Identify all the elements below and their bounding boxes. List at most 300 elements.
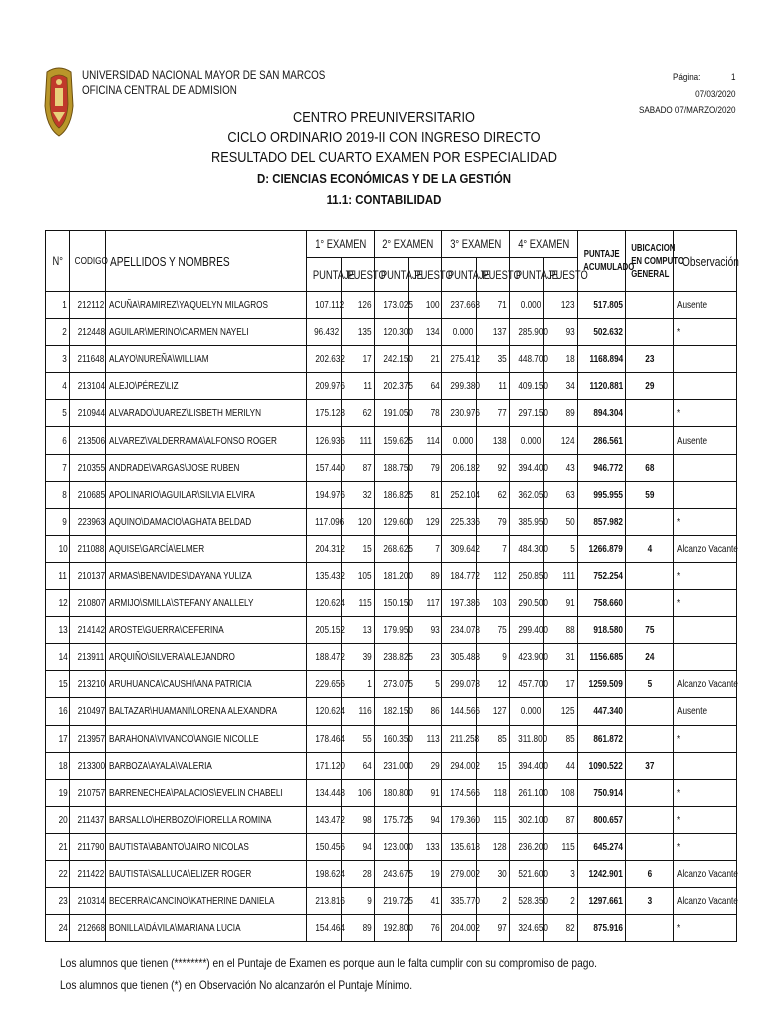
exam-3-score: 211.258: [442, 725, 476, 752]
student-name: ALEJO\PÉREZ\LIZ: [105, 373, 307, 400]
exam-1-rank: 1: [341, 671, 374, 698]
exam-4-score: 324.650: [509, 915, 543, 942]
general-rank: [625, 698, 673, 725]
exam-1-rank: 62: [341, 400, 374, 427]
student-name: BAUTISTA\ABANTO\JAIRO NICOLAS: [105, 833, 307, 860]
exam-2-rank: 133: [409, 833, 442, 860]
header-observacion: Observación: [674, 231, 737, 292]
exam-1-score: 134.448: [307, 779, 341, 806]
exam-2-score: 150.150: [374, 590, 408, 617]
accumulated-score: 447.340: [577, 698, 625, 725]
exam-1-rank: 87: [341, 454, 374, 481]
general-rank: 23: [625, 346, 673, 373]
exam-2-rank: 91: [409, 779, 442, 806]
exam-1-rank: 64: [341, 752, 374, 779]
exam-3-rank: 115: [476, 806, 509, 833]
accumulated-score: 1156.685: [577, 644, 625, 671]
exam-3-rank: 30: [476, 860, 509, 887]
exam-4-score: 299.400: [509, 617, 543, 644]
general-rank: [625, 562, 673, 589]
row-number: 18: [46, 752, 70, 779]
exam-4-score: 457.700: [509, 671, 543, 698]
exam-2-rank: 113: [409, 725, 442, 752]
exam-1-score: 229.656: [307, 671, 341, 698]
row-number: 3: [46, 346, 70, 373]
student-code: 212668: [70, 915, 105, 942]
area-title: D: CIENCIAS ECONÓMICAS Y DE LA GESTIÓN: [256, 171, 512, 186]
institution-header: [82, 68, 325, 98]
table-row: [46, 860, 737, 887]
accumulated-score: 752.254: [577, 562, 625, 589]
table-row: [46, 535, 737, 562]
exam-3-rank: 11: [476, 373, 509, 400]
exam-3-score: 275.412: [442, 346, 476, 373]
student-code: 213911: [70, 644, 105, 671]
exam-1-rank: 11: [341, 373, 374, 400]
page-indicator: [639, 70, 736, 87]
table-row: [46, 400, 737, 427]
row-number: 15: [46, 671, 70, 698]
table-row: [46, 427, 737, 454]
general-rank: [625, 292, 673, 319]
student-name: ARQUIÑO\SILVERA\ALEJANDRO: [105, 644, 307, 671]
table-row: [46, 319, 737, 346]
exam-2-score: 181.200: [374, 562, 408, 589]
header-nombres: APELLIDOS Y NOMBRES: [105, 231, 307, 292]
exam-2-rank: 76: [409, 915, 442, 942]
observation: [674, 752, 737, 779]
general-rank: [625, 508, 673, 535]
exam-4-rank: 124: [544, 427, 577, 454]
footnotes: [60, 952, 597, 996]
row-number: 12: [46, 590, 70, 617]
exam-4-rank: 82: [544, 915, 577, 942]
header-puntaje-acumulado: PUNTAJE ACUMULADO: [577, 231, 625, 292]
exam-3-score: 206.182: [442, 454, 476, 481]
exam-3-rank: 128: [476, 833, 509, 860]
general-rank: 6: [625, 860, 673, 887]
accumulated-score: 1090.522: [577, 752, 625, 779]
exam-1-rank: 28: [341, 860, 374, 887]
row-number: 11: [46, 562, 70, 589]
exam-4-score: 290.500: [509, 590, 543, 617]
exam-2-score: 123.000: [374, 833, 408, 860]
student-code: 213506: [70, 427, 105, 454]
student-code: 210355: [70, 454, 105, 481]
accumulated-score: 750.914: [577, 779, 625, 806]
general-rank: 24: [625, 644, 673, 671]
student-code: 211437: [70, 806, 105, 833]
exam-2-rank: 41: [409, 888, 442, 915]
exam-4-rank: 91: [544, 590, 577, 617]
observation: [674, 454, 737, 481]
student-code: 211422: [70, 860, 105, 887]
exam-4-score: 448.700: [509, 346, 543, 373]
exam-2-rank: 64: [409, 373, 442, 400]
general-rank: [625, 915, 673, 942]
exam-2-rank: 21: [409, 346, 442, 373]
student-name: ARUHUANCA\CAUSHI\ANA PATRICIA: [105, 671, 307, 698]
table-row: [46, 888, 737, 915]
exam-4-rank: 34: [544, 373, 577, 400]
exam-3-score: 0.000: [442, 427, 476, 454]
observation: *: [674, 779, 737, 806]
exam-4-rank: 87: [544, 806, 577, 833]
exam-1-score: 175.128: [307, 400, 341, 427]
exam-3-score: 305.488: [442, 644, 476, 671]
exam-1-score: 143.472: [307, 806, 341, 833]
exam-4-rank: 89: [544, 400, 577, 427]
exam-4-score: 261.100: [509, 779, 543, 806]
row-number: 2: [46, 319, 70, 346]
observation: *: [674, 833, 737, 860]
exam-4-rank: 50: [544, 508, 577, 535]
exam-2-rank: 7: [409, 535, 442, 562]
exam-3-score: 335.770: [442, 888, 476, 915]
exam-2-score: 238.825: [374, 644, 408, 671]
header-puesto-3: PUESTO: [476, 258, 509, 292]
student-code: 213300: [70, 752, 105, 779]
table-row: [46, 508, 737, 535]
exam-3-score: 230.976: [442, 400, 476, 427]
student-name: ALAYO\NUREÑA\WILLIAM: [105, 346, 307, 373]
exam-4-rank: 125: [544, 698, 577, 725]
student-code: 212112: [70, 292, 105, 319]
exam-2-rank: 94: [409, 806, 442, 833]
accumulated-score: 286.561: [577, 427, 625, 454]
exam-2-rank: 81: [409, 481, 442, 508]
exam-2-score: 173.025: [374, 292, 408, 319]
exam-2-rank: 93: [409, 617, 442, 644]
exam-4-rank: 44: [544, 752, 577, 779]
results-table: [45, 230, 740, 942]
exam-1-score: 171.120: [307, 752, 341, 779]
exam-1-rank: 17: [341, 346, 374, 373]
general-rank: [625, 427, 673, 454]
exam-1-score: 178.464: [307, 725, 341, 752]
specialty-title: 11.1: CONTABILIDAD: [326, 192, 442, 207]
institution-name: UNIVERSIDAD NACIONAL MAYOR DE SAN MARCOS: [82, 68, 326, 82]
exam-3-rank: 138: [476, 427, 509, 454]
general-rank: 29: [625, 373, 673, 400]
student-name: AROSTE\GUERRA\CEFERINA: [105, 617, 307, 644]
exam-3-rank: 79: [476, 508, 509, 535]
exam-1-score: 126.936: [307, 427, 341, 454]
header-puntaje-1: PUNTAJE: [307, 258, 341, 292]
general-rank: [625, 779, 673, 806]
student-name: BARSALLO\HERBOZO\FIORELLA ROMINA: [105, 806, 307, 833]
student-name: APOLINARIO\AGUILAR\SILVIA ELVIRA: [105, 481, 307, 508]
row-number: 21: [46, 833, 70, 860]
observation: *: [674, 590, 737, 617]
table-row: [46, 644, 737, 671]
accumulated-score: 861.872: [577, 725, 625, 752]
title-line-2: CICLO ORDINARIO 2019-II CON INGRESO DIRECTO: [227, 130, 541, 146]
exam-4-rank: 111: [544, 562, 577, 589]
exam-2-score: 243.675: [374, 860, 408, 887]
table-row: [46, 752, 737, 779]
exam-2-rank: 5: [409, 671, 442, 698]
exam-1-score: 198.624: [307, 860, 341, 887]
exam-1-score: 150.456: [307, 833, 341, 860]
exam-3-rank: 85: [476, 725, 509, 752]
exam-1-score: 209.976: [307, 373, 341, 400]
observation: *: [674, 915, 737, 942]
accumulated-score: 894.304: [577, 400, 625, 427]
exam-1-rank: 32: [341, 481, 374, 508]
student-code: 211088: [70, 535, 105, 562]
exam-2-score: 242.150: [374, 346, 408, 373]
exam-2-rank: 78: [409, 400, 442, 427]
header-exam-4: 4° EXAMEN: [509, 231, 577, 258]
accumulated-score: 1266.879: [577, 535, 625, 562]
exam-4-score: 250.850: [509, 562, 543, 589]
exam-1-rank: 55: [341, 725, 374, 752]
exam-4-score: 409.150: [509, 373, 543, 400]
student-name: BARAHONA\VIVANCO\ANGIE NICOLLE: [105, 725, 307, 752]
exam-4-rank: 85: [544, 725, 577, 752]
exam-1-rank: 13: [341, 617, 374, 644]
exam-4-score: 484.300: [509, 535, 543, 562]
student-name: AQUISE\GARCÍA\ELMER: [105, 535, 307, 562]
student-name: ARMAS\BENAVIDES\DAYANA YULIZA: [105, 562, 307, 589]
exam-4-rank: 18: [544, 346, 577, 373]
exam-1-rank: 135: [341, 319, 374, 346]
header-puesto-4: PUESTO: [544, 258, 577, 292]
exam-1-rank: 89: [341, 915, 374, 942]
exam-2-score: 191.050: [374, 400, 408, 427]
exam-3-score: 135.618: [442, 833, 476, 860]
exam-4-rank: 93: [544, 319, 577, 346]
exam-3-rank: 118: [476, 779, 509, 806]
accumulated-score: 502.632: [577, 319, 625, 346]
exam-4-rank: 123: [544, 292, 577, 319]
exam-1-rank: 15: [341, 535, 374, 562]
student-name: BALTAZAR\HUAMANI\LORENA ALEXANDRA: [105, 698, 307, 725]
row-number: 10: [46, 535, 70, 562]
exam-2-score: 186.825: [374, 481, 408, 508]
general-rank: 75: [625, 617, 673, 644]
table-row: [46, 617, 737, 644]
exam-1-rank: 9: [341, 888, 374, 915]
student-code: 211648: [70, 346, 105, 373]
accumulated-score: 1168.894: [577, 346, 625, 373]
title-line-3: RESULTADO DEL CUARTO EXAMEN POR ESPECIALIDAD: [210, 150, 558, 166]
header-puntaje-2: PUNTAJE: [374, 258, 408, 292]
exam-2-score: 202.375: [374, 373, 408, 400]
student-name: ALVARADO\JUAREZ\LISBETH MERILYN: [105, 400, 307, 427]
student-code: 213957: [70, 725, 105, 752]
exam-4-score: 285.900: [509, 319, 543, 346]
observation: *: [674, 319, 737, 346]
exam-1-score: 202.632: [307, 346, 341, 373]
accumulated-score: 800.657: [577, 806, 625, 833]
exam-1-rank: 98: [341, 806, 374, 833]
general-rank: 68: [625, 454, 673, 481]
exam-2-rank: 100: [409, 292, 442, 319]
exam-2-score: 182.150: [374, 698, 408, 725]
observation: Alcanzo Vacante: [674, 888, 737, 915]
header-puntaje-3: PUNTAJE: [442, 258, 476, 292]
accumulated-score: 995.955: [577, 481, 625, 508]
header-exam-1: 1° EXAMEN: [307, 231, 375, 258]
accumulated-score: 1297.661: [577, 888, 625, 915]
exam-4-rank: 63: [544, 481, 577, 508]
table-row: [46, 373, 737, 400]
header-ubicacion: UBICACION EN COMPUTO GENERAL: [625, 231, 673, 292]
observation: [674, 346, 737, 373]
exam-3-score: 184.772: [442, 562, 476, 589]
student-code: 213104: [70, 373, 105, 400]
exam-2-rank: 134: [409, 319, 442, 346]
exam-1-rank: 106: [341, 779, 374, 806]
exam-1-rank: 111: [341, 427, 374, 454]
exam-3-score: 279.002: [442, 860, 476, 887]
exam-4-score: 385.950: [509, 508, 543, 535]
row-number: 14: [46, 644, 70, 671]
exam-4-score: 0.000: [509, 698, 543, 725]
student-code: 210944: [70, 400, 105, 427]
table-row: [46, 698, 737, 725]
student-code: 210807: [70, 590, 105, 617]
general-rank: [625, 806, 673, 833]
table-row: [46, 346, 737, 373]
exam-1-score: 135.432: [307, 562, 341, 589]
row-number: 8: [46, 481, 70, 508]
exam-1-rank: 94: [341, 833, 374, 860]
row-number: 20: [46, 806, 70, 833]
general-rank: [625, 590, 673, 617]
table-row: [46, 590, 737, 617]
student-code: 212448: [70, 319, 105, 346]
exam-3-score: 179.360: [442, 806, 476, 833]
exam-3-rank: 2: [476, 888, 509, 915]
exam-1-rank: 120: [341, 508, 374, 535]
row-number: 24: [46, 915, 70, 942]
accumulated-score: 1259.509: [577, 671, 625, 698]
exam-2-score: 231.000: [374, 752, 408, 779]
accumulated-score: 645.274: [577, 833, 625, 860]
exam-4-score: 423.900: [509, 644, 543, 671]
observation: Ausente: [674, 698, 737, 725]
exam-2-score: 120.300: [374, 319, 408, 346]
exam-4-rank: 43: [544, 454, 577, 481]
observation: [674, 481, 737, 508]
exam-4-score: 311.800: [509, 725, 543, 752]
student-name: ANDRADE\VARGAS\JOSE RUBEN: [105, 454, 307, 481]
student-code: 214142: [70, 617, 105, 644]
exam-4-rank: 115: [544, 833, 577, 860]
exam-1-score: 213.816: [307, 888, 341, 915]
general-rank: [625, 319, 673, 346]
exam-2-score: 160.350: [374, 725, 408, 752]
table-row: [46, 779, 737, 806]
general-rank: 59: [625, 481, 673, 508]
exam-3-score: 299.078: [442, 671, 476, 698]
exam-3-rank: 35: [476, 346, 509, 373]
exam-2-rank: 117: [409, 590, 442, 617]
table-row: [46, 725, 737, 752]
exam-4-score: 521.600: [509, 860, 543, 887]
accumulated-score: 1120.881: [577, 373, 625, 400]
exam-4-rank: 108: [544, 779, 577, 806]
student-name: ALVAREZ\VALDERRAMA\ALFONSO ROGER: [105, 427, 307, 454]
table-row: [46, 454, 737, 481]
observation: Alcanzo Vacante: [674, 535, 737, 562]
header-codigo: CODIGO: [70, 231, 105, 292]
page-label: Página:: [673, 72, 701, 83]
exam-2-score: 219.725: [374, 888, 408, 915]
student-name: BARRENECHEA\PALACIOS\EVELIN CHABELI: [105, 779, 307, 806]
exam-2-rank: 29: [409, 752, 442, 779]
row-number: 5: [46, 400, 70, 427]
student-name: BAUTISTA\SALLUCA\ELIZER ROGER: [105, 860, 307, 887]
exam-3-rank: 7: [476, 535, 509, 562]
row-number: 1: [46, 292, 70, 319]
exam-2-score: 188.750: [374, 454, 408, 481]
student-code: 210314: [70, 888, 105, 915]
exam-4-score: 0.000: [509, 292, 543, 319]
row-number: 19: [46, 779, 70, 806]
student-name: ARMIJO\SMILLA\STEFANY ANALLELY: [105, 590, 307, 617]
student-code: 210757: [70, 779, 105, 806]
page-number: 1: [731, 72, 736, 83]
header-puntaje-4: PUNTAJE: [509, 258, 543, 292]
table-row: [46, 806, 737, 833]
exam-4-score: 236.200: [509, 833, 543, 860]
exam-3-score: 197.386: [442, 590, 476, 617]
table-row: [46, 671, 737, 698]
exam-3-rank: 12: [476, 671, 509, 698]
exam-2-rank: 19: [409, 860, 442, 887]
row-number: 13: [46, 617, 70, 644]
accumulated-score: 1242.901: [577, 860, 625, 887]
exam-3-score: 294.002: [442, 752, 476, 779]
header-exam-2: 2° EXAMEN: [374, 231, 442, 258]
exam-1-rank: 126: [341, 292, 374, 319]
exam-3-score: 309.642: [442, 535, 476, 562]
exam-3-rank: 15: [476, 752, 509, 779]
exam-3-rank: 97: [476, 915, 509, 942]
exam-3-score: 299.380: [442, 373, 476, 400]
student-code: 213210: [70, 671, 105, 698]
exam-3-score: 204.002: [442, 915, 476, 942]
exam-2-score: 180.800: [374, 779, 408, 806]
row-number: 7: [46, 454, 70, 481]
exam-1-score: 107.112: [307, 292, 341, 319]
exam-1-score: 204.312: [307, 535, 341, 562]
table-row: [46, 915, 737, 942]
accumulated-score: 857.982: [577, 508, 625, 535]
header-exam-3: 3° EXAMEN: [442, 231, 510, 258]
student-code: 210497: [70, 698, 105, 725]
exam-1-rank: 115: [341, 590, 374, 617]
exam-3-rank: 71: [476, 292, 509, 319]
report-day-date: SABADO 07/MARZO/2020: [639, 105, 736, 116]
exam-4-score: 0.000: [509, 427, 543, 454]
exam-2-rank: 89: [409, 562, 442, 589]
general-rank: [625, 400, 673, 427]
observation: Ausente: [674, 292, 737, 319]
exam-1-score: 157.440: [307, 454, 341, 481]
accumulated-score: 517.805: [577, 292, 625, 319]
student-code: 211790: [70, 833, 105, 860]
observation: Alcanzo Vacante: [674, 671, 737, 698]
observation: *: [674, 806, 737, 833]
footnote-1: Los alumnos que tienen (********) en el Puntaje de Examen es porque aun le falta cumplir con su compromiso de pago.: [60, 956, 597, 970]
exam-3-rank: 9: [476, 644, 509, 671]
row-number: 4: [46, 373, 70, 400]
